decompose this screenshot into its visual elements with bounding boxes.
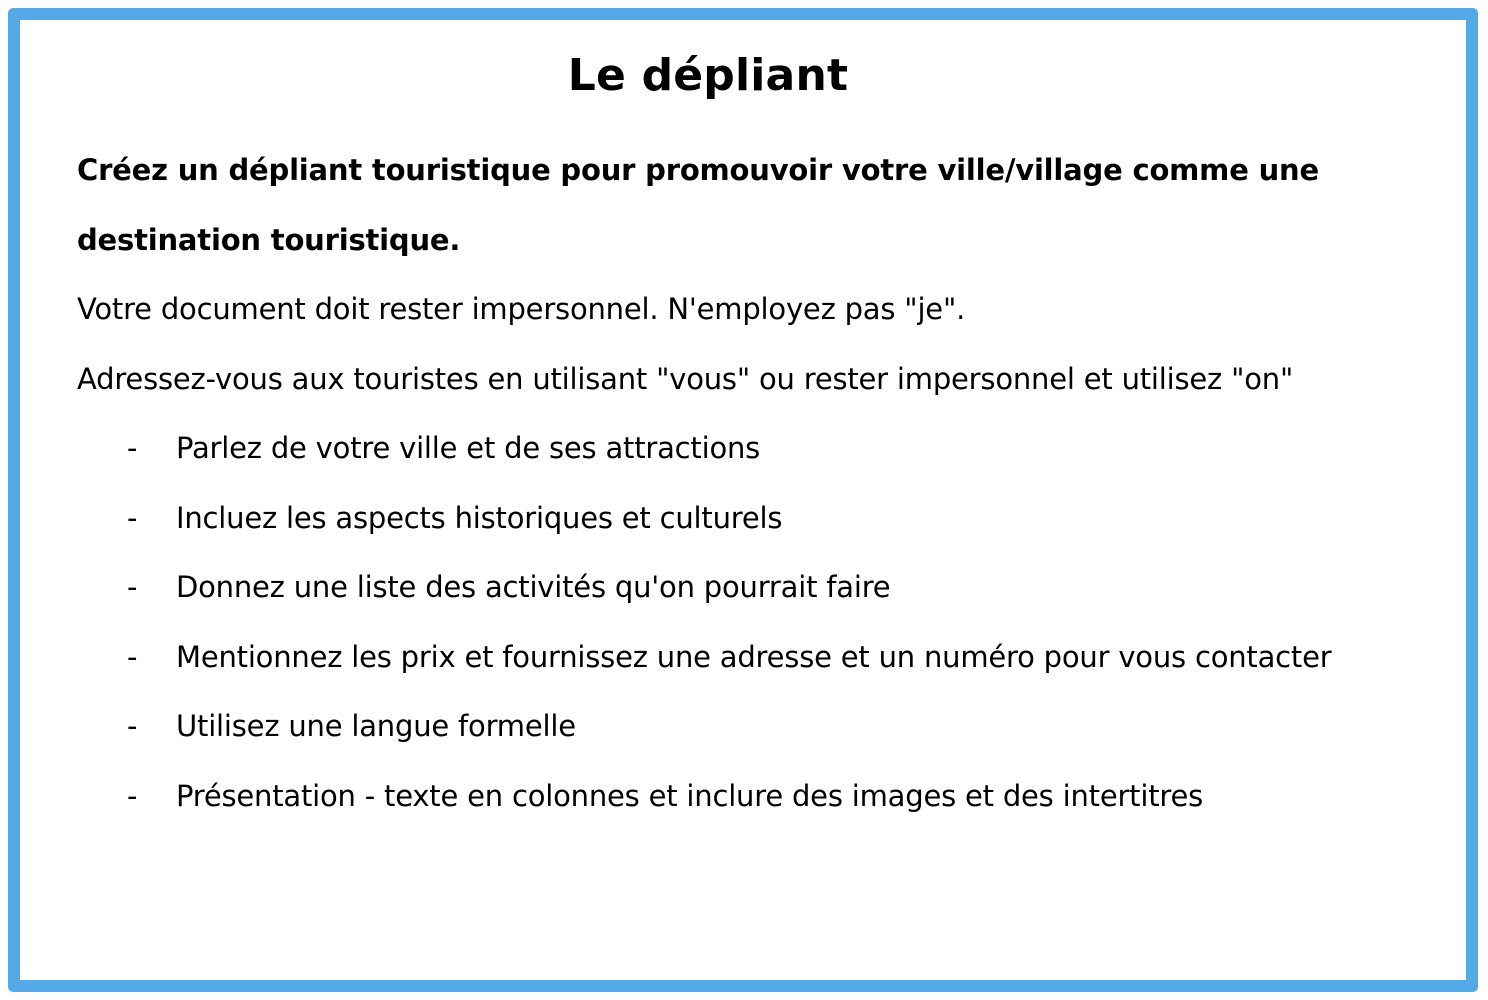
dash-bullet: - [127, 500, 138, 535]
list-item [77, 414, 1407, 484]
list-item-text: Présentation - texte en colonnes et inclure des images et des intertitres [176, 778, 1204, 813]
document-frame [8, 8, 1478, 992]
paragraph-impersonal: Votre document doit rester impersonnel. N'employez pas "je". [77, 292, 966, 326]
dash-bullet: - [127, 639, 138, 674]
dash-bullet: - [127, 709, 138, 743]
list-item [77, 484, 1407, 554]
list-item [77, 762, 1407, 832]
document-body [77, 136, 1407, 831]
list-item-text: Mentionnez les prix et fournissez une adresse et un numéro pour vous contacter [176, 639, 1332, 674]
paragraph-address-tourists: Adressez-vous aux touristes en utilisant "vous" ou rester impersonnel et utilisez "on" [77, 361, 1294, 396]
instruction-list [77, 414, 1407, 831]
list-item-text: Donnez une liste des activités qu'on pourrait faire [176, 570, 891, 604]
list-item [77, 623, 1407, 693]
list-item-text: Incluez les aspects historiques et culturels [176, 500, 783, 535]
list-item-text: Utilisez une langue formelle [176, 709, 576, 743]
intro-instruction: Créez un dépliant touristique pour promouvoir votre ville/village comme une destination touristique. [77, 153, 1319, 257]
dash-bullet: - [127, 431, 138, 465]
list-item-text: Parlez de votre ville et de ses attractions [176, 431, 761, 465]
list-item [77, 692, 1407, 762]
dash-bullet: - [127, 570, 138, 604]
list-item [77, 553, 1407, 623]
page-title: Le dépliant [567, 50, 849, 101]
dash-bullet: - [127, 778, 138, 813]
